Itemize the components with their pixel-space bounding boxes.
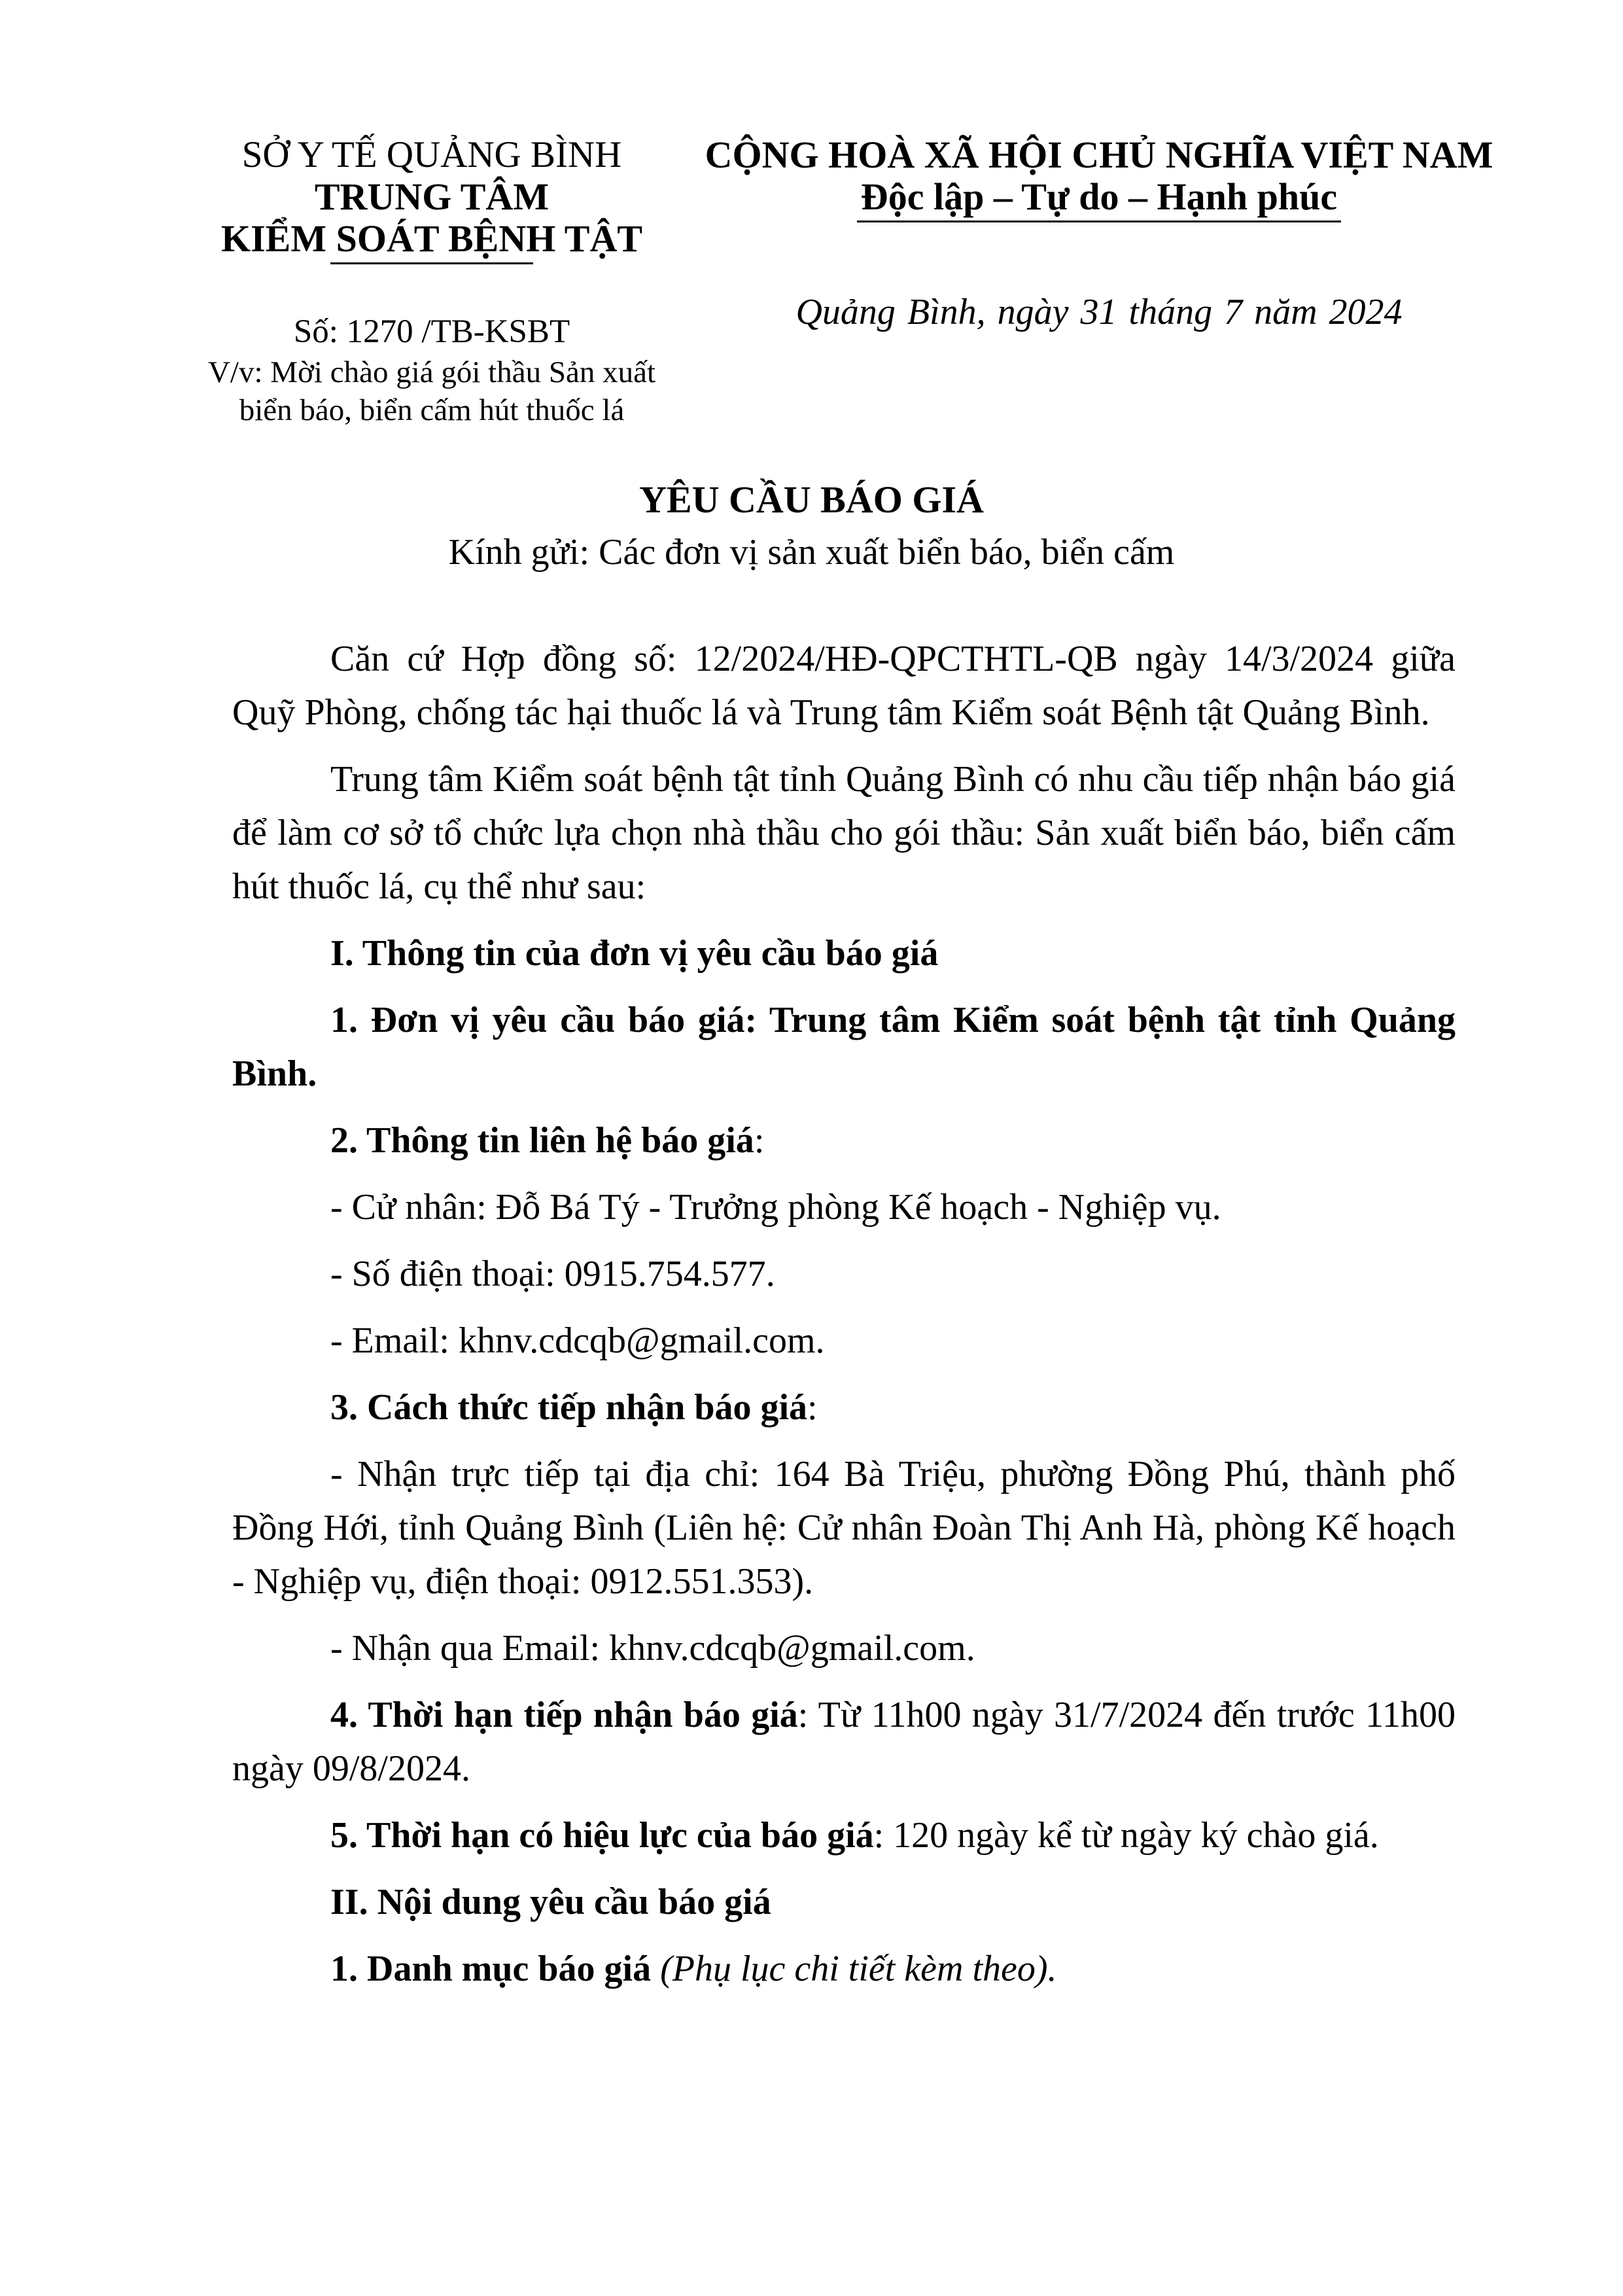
paragraph-basis: Căn cứ Hợp đồng số: 12/2024/HĐ-QPCTHTL-QB ngày 14/3/2024 giữa Quỹ Phòng, chống tác hại thuốc lá và Trung tâm Kiểm soát Bệnh tật Quảng Bình.: [232, 639, 1456, 733]
document-title: YÊU CẦU BÁO GIÁ: [639, 478, 984, 521]
issue-date: Quảng Bình, ngày 31 tháng 7 năm 2024: [795, 292, 1403, 332]
document-body: [232, 632, 1456, 1996]
contact-phone: - Số điện thoại: 0915.754.577.: [330, 1254, 775, 1294]
item-receive-label: 3. Cách thức tiếp nhận báo giá: [330, 1387, 808, 1428]
item-receive-method: [232, 1381, 1456, 1434]
contact-email: - Email: khnv.cdcqb@gmail.com.: [330, 1320, 825, 1361]
org-name-line2: KIỂM SOÁT BỆNH TẬT: [220, 217, 643, 260]
national-header: [693, 134, 1505, 222]
issuer-underline: [330, 262, 533, 264]
subject-line2: biển báo, biển cấm hút thuốc lá: [239, 393, 625, 427]
section-heading-2: II. Nội dung yêu cầu báo giá: [330, 1882, 771, 1922]
item-quote-list-text: (Phụ lục chi tiết kèm theo).: [651, 1949, 1057, 1989]
receive-email: - Nhận qua Email: khnv.cdcqb@gmail.com.: [330, 1628, 975, 1669]
item-deadline: [232, 1688, 1456, 1795]
item-receive-colon: :: [807, 1387, 818, 1428]
item-contact-colon: :: [754, 1120, 765, 1161]
item-deadline-text: : Từ 11h00 ngày 31/7/2024 đến trước 11h00 ngày 09/8/2024.: [232, 1695, 1456, 1789]
item-contact-info: [232, 1114, 1456, 1167]
subject-line1: V/v: Mời chào giá gói thầu Sản xuất: [207, 355, 656, 389]
item-quote-list-label: 1. Danh mục báo giá: [330, 1949, 652, 1989]
org-name-line1: TRUNG TÂM: [314, 175, 550, 218]
item-requesting-unit: 1. Đơn vị yêu cầu báo giá: Trung tâm Kiểm soát bệnh tật tỉnh Quảng Bình.: [232, 1000, 1456, 1094]
item-quote-list: [232, 1942, 1456, 1996]
issuer-block: [164, 134, 700, 264]
item-validity: [232, 1809, 1456, 1862]
nation-name: CỘNG HOÀ XÃ HỘI CHỦ NGHĨA VIỆT NAM: [705, 133, 1493, 176]
national-motto: Độc lập – Tự do – Hạnh phúc: [860, 175, 1338, 218]
item-deadline-label: 4. Thời hạn tiếp nhận báo giá: [330, 1695, 798, 1735]
contact-person: - Cử nhân: Đỗ Bá Tý - Trưởng phòng Kế hoạch - Nghiệp vụ.: [330, 1187, 1221, 1227]
item-contact-label: 2. Thông tin liên hệ báo giá: [330, 1120, 754, 1161]
paragraph-purpose: Trung tâm Kiểm soát bệnh tật tỉnh Quảng Bình có nhu cầu tiếp nhận báo giá để làm cơ sở tổ chức lựa chọn nhà thầu cho gói thầu: Sản xuất biển báo, biển cấm hút thuốc lá, cụ thể như sau:: [232, 759, 1456, 907]
receive-direct: - Nhận trực tiếp tại địa chỉ: 164 Bà Triệu, phường Đồng Phú, thành phố Đồng Hới, tỉnh Quảng Bình (Liên hệ: Cử nhân Đoàn Thị Anh Hà, phòng Kế hoạch - Nghiệp vụ, điện thoại: 0912.551.353).: [232, 1454, 1456, 1602]
ministry-name: SỞ Y TẾ QUẢNG BÌNH: [241, 134, 622, 175]
document-subject: [164, 353, 700, 429]
section-heading-1: I. Thông tin của đơn vị yêu cầu báo giá: [330, 933, 939, 974]
item-validity-text: : 120 ngày kể từ ngày ký chào giá.: [873, 1815, 1379, 1856]
item-validity-label: 5. Thời hạn có hiệu lực của báo giá: [330, 1815, 874, 1856]
document-number: Số: 1270 /TB-KSBT: [293, 313, 570, 350]
motto-underline: [857, 221, 1341, 222]
recipient-line: Kính gửi: Các đơn vị sản xuất biển báo, biển cấm: [448, 532, 1175, 573]
